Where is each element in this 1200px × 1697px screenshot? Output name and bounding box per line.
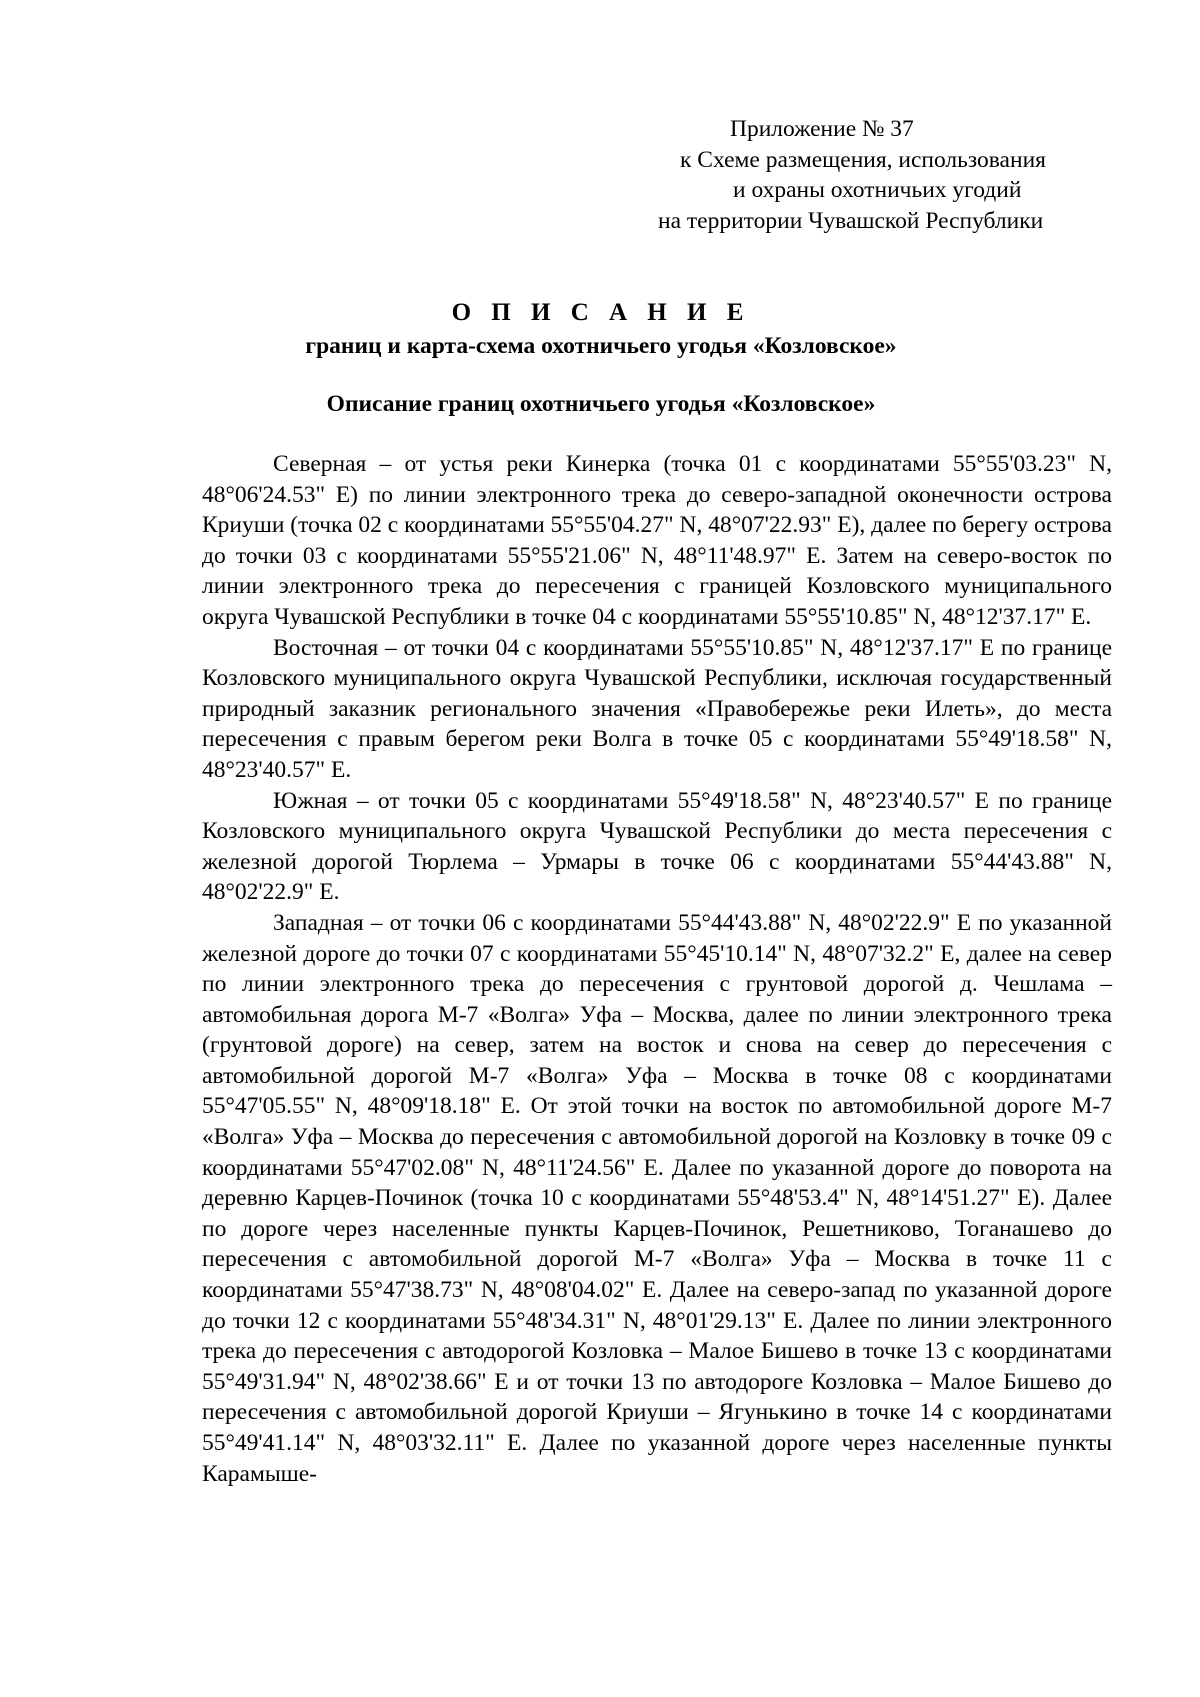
appendix-line-4: на территории Чувашской Республики: [658, 207, 1044, 234]
appendix-line-2: к Схеме размещения, использования: [680, 146, 1046, 173]
paragraph-west: Западная – от точки 06 с координатами 55°44'43.88" N, 48°02'22.9" E по указанной железной дороге до точки 07 с координатами 55°45'10.14" N, 48°07'32.2" E, далее на север по линии электронного трека до пересечения с грунтовой дорогой д. Чешлама – автомобильная дорога М-7 «Волга» Уфа – Москва, далее по линии электронного трека (грунтовой дороге) на север, затем на восток и снова на север до пересечения с автомобильной дорогой М-7 «Волга» Уфа – Москва в точке 08 с координатами 55°47'05.55" N, 48°09'18.18" E. От этой точки на восток по автомобильной дороге М-7 «Волга» Уфа – Москва до пересечения с автомобильной дорогой на Козловку в точке 09 с координатами 55°47'02.08" N, 48°11'24.56" E. Далее по указанной дороге до поворота на деревню Карцев-Починок (точка 10 с координатами 55°48'53.4" N, 48°14'51.27" E). Далее по дороге через населенные пункты Карцев-Починок, Решетниково, Тоганашево до пересечения с автомобильной дорогой М-7 «Волга» Уфа – Москва в точке 11 с координатами 55°47'38.73" N, 48°08'04.02" E. Далее на северо-запад по указанной дороге до точки 12 с координатами 55°48'34.31" N, 48°01'29.13" E. Далее по линии электронного трека до пересечения с автодорогой Козловка – Малое Бишево в точке 13 с координатами 55°49'31.94" N, 48°02'38.66" E и от точки 13 по автодороге Козловка – Малое Бишево до пересечения с автомобильной дорогой Криуши – Ягунькино в точке 14 с координатами 55°49'41.14" N, 48°03'32.11" E. Далее по указанной дороге через населенные пункты Карамыше-: [202, 909, 1112, 1487]
document-title: О П И С А Н И Е: [451, 299, 751, 326]
appendix-line-3: и охраны охотничьих угодий: [733, 177, 1022, 203]
paragraph-south: Южная – от точки 05 с координатами 55°49'18.58" N, 48°23'40.57" E по границе Козловского муниципального округа Чувашской Республики до места пересечения с железной дорогой Тюрлема – Урмары в точке 06 с координатами 55°44'43.88" N, 48°02'22.9" E.: [202, 787, 1112, 906]
section-title: Описание границ охотничьего угодья «Козловское»: [326, 391, 876, 417]
boundary-description: [202, 449, 1112, 1489]
document-subtitle: границ и карта-схема охотничьего угодья «Козловское»: [305, 333, 897, 359]
paragraph-east: Восточная – от точки 04 с координатами 55°55'10.85" N, 48°12'37.17" E по границе Козловского муниципального округа Чувашской Республики, исключая государственный природный заказник регионального значения «Правобережье реки Илеть», до места пересечения с правым берегом реки Волга в точке 05 с координатами 55°49'18.58" N, 48°23'40.57" E.: [202, 634, 1112, 783]
appendix-number: Приложение № 37: [730, 116, 914, 142]
appendix-header: [560, 114, 1120, 236]
paragraph-north: Северная – от устья реки Кинерка (точка 01 с координатами 55°55'03.23" N, 48°06'24.53" E) по линии электронного трека до северо-западной оконечности острова Криуши (точка 02 с координатами 55°55'04.27" N, 48°07'22.93" E), далее по берегу острова до точки 03 с координатами 55°55'21.06" N, 48°11'48.97" E. Затем на северо-восток по линии электронного трека до пересечения с границей Козловского муниципального округа Чувашской Республики в точке 04 с координатами 55°55'10.85" N, 48°12'37.17" E.: [202, 451, 1112, 630]
